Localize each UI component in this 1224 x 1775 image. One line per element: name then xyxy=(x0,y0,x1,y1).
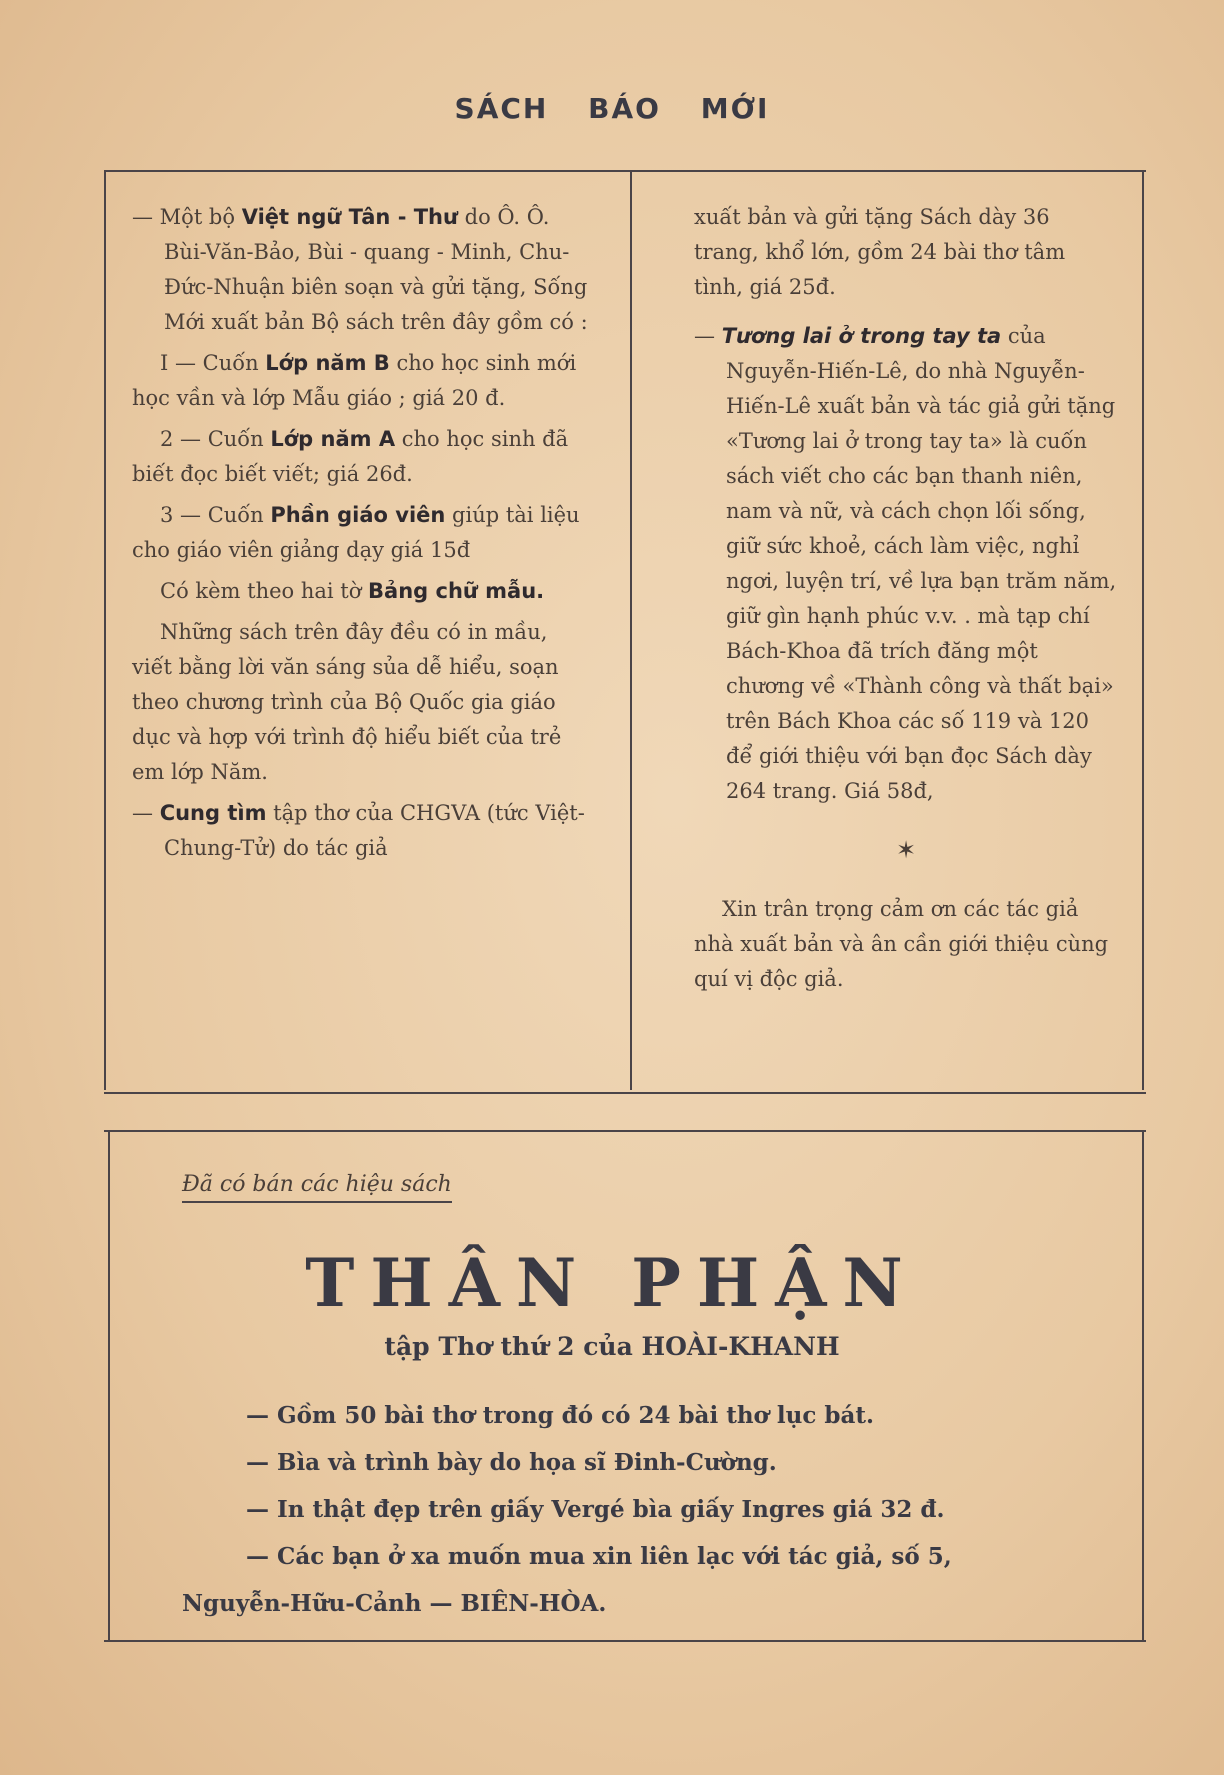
item-lead: I — Cuốn xyxy=(160,351,266,375)
entry-lead: — Một bộ xyxy=(132,205,242,229)
ad-left-rule xyxy=(108,1130,110,1642)
entry-lead: — xyxy=(694,324,722,348)
book-title: Việt ngữ Tân - Thư xyxy=(241,205,458,229)
left-rule xyxy=(104,170,106,1090)
bottom-rule xyxy=(104,1640,1146,1642)
item-title: Lớp năm A xyxy=(270,427,396,451)
availability-note: Đã có bán các hiệu sách xyxy=(182,1172,452,1203)
page-header xyxy=(0,92,1224,125)
entry-tuong-lai xyxy=(694,319,1118,809)
mid-rule-1 xyxy=(104,1092,1146,1094)
left-column xyxy=(132,200,592,872)
item-3 xyxy=(132,498,592,568)
star-ornament-icon: ✶ xyxy=(895,836,917,864)
ad-line-5: Nguyễn-Hữu-Cảnh — BIÊN-HÒA. xyxy=(182,1590,607,1617)
ad-title: THÂN PHẬN xyxy=(305,1244,919,1322)
entry-text: tập thơ của CHGVA (tức Việt-Chung-Tử) do tác giả xyxy=(164,801,585,860)
item-2 xyxy=(132,422,592,492)
right-rule xyxy=(1142,170,1144,1090)
header-word-2: BÁO xyxy=(588,92,661,125)
item-lead: 3 — Cuốn xyxy=(160,503,271,527)
note-lead: Có kèm theo hai tờ xyxy=(160,579,369,603)
ad-line-2: — Bìa và trình bày do họa sĩ Đinh-Cường. xyxy=(246,1449,777,1476)
continued-paragraph: xuất bản và gửi tặng Sách dày 36 trang, khổ lớn, gồm 24 bài thơ tâm tình, giá 25đ. xyxy=(694,205,1066,299)
thanks-paragraph: Xin trân trọng cảm ơn các tác giả nhà xuất bản và ân cần giới thiệu cùng quí vị độc giả. xyxy=(694,897,1109,991)
item-text: cho học sinh mới học vần và lớp Mẫu giáo ; giá 20 đ. xyxy=(132,351,577,410)
note-bang-chu xyxy=(132,574,592,609)
header-word-1: SÁCH xyxy=(454,92,549,125)
book-title: Tương lai ở trong tay ta xyxy=(721,324,1002,348)
ad-right-rule xyxy=(1142,1130,1144,1642)
ad-details xyxy=(182,1392,1082,1627)
ad-line-1: — Gồm 50 bài thơ trong đó có 24 bài thơ lục bát. xyxy=(246,1402,874,1429)
entry-lead: — xyxy=(132,801,160,825)
item-title: Phần giáo viên xyxy=(270,503,446,527)
top-rule xyxy=(104,170,1146,172)
mid-rule-2 xyxy=(104,1130,1146,1132)
header-word-3: MỚI xyxy=(700,92,770,125)
book-title: Cung tìm xyxy=(159,801,267,825)
entry-text: của Nguyễn-Hiến-Lê, do nhà Nguyễn-Hiến-Lê xuất bản và tác giả gửi tặng «Tương lai ở trong tay ta» là cuốn sách viết cho các bạn thanh niên, nam và nữ, và cách chọn lối sống, giữ sức khoẻ, cách làm việc, nghỉ ngơi, luyện trí, về lựa bạn trăm năm, giữ gìn hạnh phúc v.v. . mà tạp chí Bách-Khoa đã trích đăng một chương về «Thành công và thất bại» trên Bách Khoa các số 119 và 120 để giới thiệu với bạn đọc Sách dày 264 trang. Giá 58đ, xyxy=(726,324,1117,803)
entry-viet-ngu xyxy=(132,200,592,340)
item-text: cho học sinh đã biết đọc biết viết; giá 26đ. xyxy=(132,427,569,486)
entry-text: do Ô. Ô. Bùi-Văn-Bảo, Bùi - quang - Minh, Chu-Đức-Nhuận biên soạn và gửi tặng, Sống Mới xuất bản Bộ sách trên đây gồm có : xyxy=(164,205,588,334)
ad-line-3: — In thật đẹp trên giấy Vergé bìa giấy Ingres giá 32 đ. xyxy=(246,1496,945,1523)
right-column xyxy=(694,200,1118,1003)
item-1 xyxy=(132,346,592,416)
entry-cung-tim xyxy=(132,796,592,866)
ad-subtitle: tập Thơ thứ 2 của HOÀI-KHANH xyxy=(384,1332,840,1361)
center-rule xyxy=(630,170,632,1090)
description-paragraph: Những sách trên đây đều có in mầu, viết bằng lời văn sáng sủa dễ hiểu, soạn theo chương trình của Bộ Quốc gia giáo dục và hợp với trình độ hiểu biết của trẻ em lớp Năm. xyxy=(132,620,562,784)
item-title: Lớp năm B xyxy=(265,351,390,375)
item-text: giúp tài liệu cho giáo viên giảng dạy giá 15đ xyxy=(132,503,580,562)
note-title: Bảng chữ mẫu. xyxy=(368,579,545,603)
ad-line-4: — Các bạn ở xa muốn mua xin liên lạc với tác giả, số 5, xyxy=(246,1543,952,1570)
item-lead: 2 — Cuốn xyxy=(160,427,271,451)
